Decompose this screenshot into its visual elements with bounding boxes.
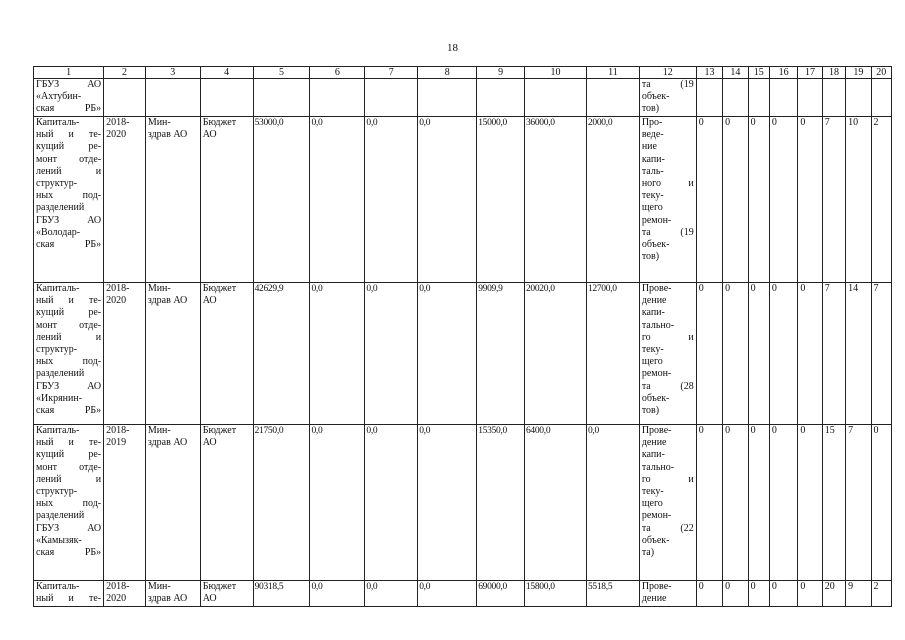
- column-header-6: 6: [310, 67, 365, 79]
- cell-text-line: Мин-: [147, 425, 171, 436]
- table-cell-col-10: [524, 117, 586, 283]
- table-cell-col-10: [524, 425, 586, 581]
- table-cell-col-18: [822, 581, 845, 607]
- cell-text-line: ных под-: [36, 190, 102, 202]
- table-cell-col-16: [769, 79, 797, 117]
- table-cell-col-9: [477, 581, 525, 607]
- table-cell-col-12: [639, 117, 696, 283]
- table-cell-col-18: [822, 117, 845, 283]
- table-cell-col-5: [253, 283, 310, 425]
- cell-text-line: объек-: [641, 239, 670, 251]
- table-cell-col-20: [871, 117, 891, 283]
- cell-value: 0: [750, 117, 756, 128]
- table-cell-col-10: [524, 581, 586, 607]
- cell-value: 0: [750, 283, 756, 294]
- cell-text-line: теку-: [641, 190, 664, 202]
- table-cell-col-17: [798, 425, 822, 581]
- cell-value: 15350,0: [478, 426, 507, 436]
- table-cell-col-4: [200, 425, 253, 581]
- column-header-9: 9: [477, 67, 525, 79]
- cell-value: 0: [725, 283, 731, 294]
- cell-text-line: ный и те-: [36, 295, 102, 307]
- table-cell-col-2: [104, 283, 146, 425]
- column-header-11: 11: [586, 67, 639, 79]
- table-cell-col-16: [769, 425, 797, 581]
- cell-text-line: ская РБ»: [36, 547, 102, 559]
- cell-text-line: ный и те-: [36, 437, 102, 449]
- column-header-2: 2: [104, 67, 146, 79]
- cell-text-line: лений и: [36, 473, 102, 485]
- cell-text-line: 2020: [106, 593, 127, 605]
- cell-value: 2000,0: [587, 118, 613, 128]
- cell-text-line: ская РБ»: [36, 239, 102, 251]
- cell-value: 0,0: [311, 426, 323, 436]
- table-cell-col-19: [846, 117, 871, 283]
- table-cell-col-11: [586, 79, 639, 117]
- cell-text-line: здрав АО: [147, 129, 188, 141]
- table-cell-col-4: [200, 581, 253, 607]
- cell-text-line: здрав АО: [147, 593, 188, 605]
- table-cell-col-1: [34, 581, 104, 607]
- column-header-3: 3: [145, 67, 200, 79]
- table-cell-col-13: [696, 581, 722, 607]
- table-cell-col-14: [723, 79, 748, 117]
- cell-value: 0: [873, 425, 879, 436]
- table-cell-col-7: [365, 79, 418, 117]
- cell-text-line: структур-: [36, 486, 78, 498]
- table-cell-col-8: [418, 79, 477, 117]
- table-cell-col-17: [798, 79, 822, 117]
- cell-text-line: 2020: [106, 295, 127, 307]
- cell-text-line: теку-: [641, 344, 664, 356]
- cell-text-line: структур-: [36, 178, 78, 190]
- table-row: [34, 425, 892, 581]
- cell-value: 7: [824, 283, 830, 294]
- cell-text-line: монт отде-: [36, 319, 102, 331]
- cell-value: 9: [848, 581, 854, 592]
- table-row: [34, 79, 892, 117]
- cell-value: 20020,0: [525, 284, 555, 294]
- cell-value: 12700,0: [587, 284, 617, 294]
- cell-text-line: здрав АО: [147, 295, 188, 307]
- table-cell-col-1: [34, 79, 104, 117]
- table-cell-col-8: [418, 425, 477, 581]
- column-header-16: 16: [769, 67, 797, 79]
- cell-text-line: Бюджет: [202, 581, 237, 592]
- table-cell-col-1: [34, 117, 104, 283]
- column-header-15: 15: [748, 67, 769, 79]
- cell-value: 53000,0: [254, 118, 284, 128]
- cell-value: 7: [873, 283, 879, 294]
- cell-text-line: объек-: [641, 534, 670, 546]
- table-cell-col-6: [310, 581, 365, 607]
- cell-value: 20: [824, 581, 835, 592]
- cell-text-line: Капиталь-: [36, 425, 80, 436]
- cell-text-line: Капиталь-: [36, 117, 80, 128]
- cell-value: 15000,0: [478, 118, 507, 128]
- table-cell-col-5: [253, 117, 310, 283]
- cell-text-line: 2018-: [106, 283, 130, 294]
- cell-text-line: ного и: [641, 178, 694, 190]
- cell-value: 0,0: [311, 284, 323, 294]
- cell-text-line: тов): [641, 251, 660, 263]
- cell-text-line: щего: [641, 356, 663, 368]
- program-table: [33, 66, 892, 607]
- table-cell-col-20: [871, 425, 891, 581]
- cell-text-line: Бюджет: [202, 283, 237, 294]
- table-cell-col-18: [822, 79, 845, 117]
- table-cell-col-20: [871, 79, 891, 117]
- table-cell-col-3: [145, 283, 200, 425]
- table-cell-col-1: [34, 283, 104, 425]
- cell-value: 0: [800, 581, 806, 592]
- table-cell-col-9: [477, 117, 525, 283]
- cell-text-line: АО: [202, 437, 217, 449]
- cell-value: 0: [750, 425, 756, 436]
- column-header-17: 17: [798, 67, 822, 79]
- table-cell-col-5: [253, 79, 310, 117]
- cell-text-line: «Володар-: [36, 226, 81, 238]
- table-cell-col-3: [145, 581, 200, 607]
- cell-text-line: АО: [202, 593, 217, 605]
- cell-value: 0,0: [366, 426, 378, 436]
- cell-text-line: ремон-: [641, 214, 672, 226]
- cell-text-line: щего: [641, 202, 663, 214]
- table-cell-col-18: [822, 425, 845, 581]
- table-cell-col-17: [798, 581, 822, 607]
- cell-text-line: тов): [641, 103, 660, 115]
- cell-text-line: кущий ре-: [36, 449, 102, 461]
- cell-text-line: дение: [641, 593, 667, 605]
- cell-text-line: 2020: [106, 129, 127, 141]
- cell-value: 0: [800, 425, 806, 436]
- table-cell-col-19: [846, 581, 871, 607]
- cell-text-line: та (19: [641, 79, 694, 90]
- table-cell-col-16: [769, 117, 797, 283]
- column-header-12: 12: [639, 67, 696, 79]
- cell-text-line: ремон-: [641, 510, 672, 522]
- column-header-19: 19: [846, 67, 871, 79]
- cell-value: 0: [698, 581, 704, 592]
- cell-value: 0,0: [366, 284, 378, 294]
- cell-text-line: дение: [641, 437, 667, 449]
- table-cell-col-13: [696, 283, 722, 425]
- cell-text-line: та (22: [641, 522, 694, 534]
- table-cell-col-14: [723, 283, 748, 425]
- cell-text-line: теку-: [641, 486, 664, 498]
- table-cell-col-6: [310, 79, 365, 117]
- cell-text-line: здрав АО: [147, 437, 188, 449]
- column-header-18: 18: [822, 67, 845, 79]
- table-cell-col-2: [104, 79, 146, 117]
- cell-value: 90318,5: [254, 582, 284, 592]
- column-header-20: 20: [871, 67, 891, 79]
- table-cell-col-12: [639, 581, 696, 607]
- table-cell-col-19: [846, 425, 871, 581]
- table-cell-col-4: [200, 117, 253, 283]
- table-cell-col-2: [104, 117, 146, 283]
- cell-value: 0,0: [419, 284, 431, 294]
- cell-text-line: разделений: [36, 202, 85, 214]
- table-cell-col-14: [723, 581, 748, 607]
- table-cell-col-15: [748, 79, 769, 117]
- cell-value: 21750,0: [254, 426, 284, 436]
- table-row: [34, 581, 892, 607]
- cell-value: 6400,0: [525, 426, 551, 436]
- cell-value: 5518,5: [587, 582, 613, 592]
- table-cell-col-3: [145, 117, 200, 283]
- cell-text-line: 2018-: [106, 425, 130, 436]
- cell-text-line: «Ахтубин-: [36, 91, 82, 103]
- table-row: [34, 117, 892, 283]
- cell-text-line: лений и: [36, 165, 102, 177]
- cell-value: 14: [848, 283, 859, 294]
- cell-text-line: монт отде-: [36, 461, 102, 473]
- table-cell-col-4: [200, 283, 253, 425]
- table-cell-col-15: [748, 117, 769, 283]
- cell-value: 2: [873, 117, 879, 128]
- cell-text-line: Мин-: [147, 581, 171, 592]
- table-cell-col-8: [418, 283, 477, 425]
- table-row: [34, 283, 892, 425]
- cell-text-line: объек-: [641, 91, 670, 103]
- cell-value: 0,0: [419, 582, 431, 592]
- table-cell-col-20: [871, 283, 891, 425]
- table-cell-col-13: [696, 117, 722, 283]
- table-cell-col-9: [477, 79, 525, 117]
- cell-text-line: АО: [202, 129, 217, 141]
- cell-value: 0,0: [311, 118, 323, 128]
- table-cell-col-12: [639, 283, 696, 425]
- table-cell-col-15: [748, 581, 769, 607]
- table-cell-col-12: [639, 425, 696, 581]
- cell-value: 0,0: [419, 118, 431, 128]
- cell-text-line: ГБУЗ АО: [36, 380, 102, 392]
- cell-value: 0,0: [419, 426, 431, 436]
- header-row: [34, 67, 892, 79]
- cell-text-line: та (19: [641, 226, 694, 238]
- cell-text-line: капи-: [641, 153, 665, 165]
- column-header-13: 13: [696, 67, 722, 79]
- column-header-7: 7: [365, 67, 418, 79]
- table-cell-col-16: [769, 283, 797, 425]
- cell-value: 0: [771, 283, 777, 294]
- cell-text-line: структур-: [36, 344, 78, 356]
- cell-value: 9909,9: [478, 284, 503, 294]
- cell-text-line: «Икрянин-: [36, 392, 83, 404]
- table-cell-col-17: [798, 283, 822, 425]
- table-cell-col-4: [200, 79, 253, 117]
- cell-text-line: веде-: [641, 129, 664, 141]
- table-cell-col-10: [524, 79, 586, 117]
- cell-text-line: ская РБ»: [36, 405, 102, 417]
- cell-text-line: капи-: [641, 307, 665, 319]
- cell-text-line: Прове-: [641, 425, 672, 436]
- cell-text-line: го и: [641, 331, 694, 343]
- cell-value: 15: [824, 425, 835, 436]
- table-cell-col-8: [418, 117, 477, 283]
- cell-text-line: ный и те-: [36, 129, 102, 141]
- cell-text-line: тов): [641, 405, 660, 417]
- table-cell-col-5: [253, 425, 310, 581]
- cell-value: 69000,0: [478, 582, 507, 592]
- table-cell-col-14: [723, 425, 748, 581]
- cell-text-line: Капиталь-: [36, 283, 80, 294]
- cell-text-line: тально-: [641, 319, 675, 331]
- cell-value: 42629,9: [254, 284, 284, 294]
- table-cell-col-12: [639, 79, 696, 117]
- cell-text-line: ГБУЗ АО: [36, 522, 102, 534]
- table-cell-col-3: [145, 425, 200, 581]
- cell-value: 0: [771, 425, 777, 436]
- table-cell-col-7: [365, 117, 418, 283]
- cell-text-line: го и: [641, 473, 694, 485]
- cell-text-line: ных под-: [36, 356, 102, 368]
- cell-text-line: таль-: [641, 165, 664, 177]
- cell-text-line: АО: [202, 295, 217, 307]
- cell-text-line: 2018-: [106, 117, 130, 128]
- cell-text-line: монт отде-: [36, 153, 102, 165]
- cell-text-line: ГБУЗ АО: [36, 79, 102, 90]
- cell-value: 0,0: [366, 582, 378, 592]
- cell-value: 0: [800, 117, 806, 128]
- table-cell-col-15: [748, 425, 769, 581]
- cell-value: 7: [848, 425, 854, 436]
- table-cell-col-13: [696, 425, 722, 581]
- cell-text-line: кущий ре-: [36, 141, 102, 153]
- table-cell-col-6: [310, 283, 365, 425]
- column-header-10: 10: [524, 67, 586, 79]
- column-header-5: 5: [253, 67, 310, 79]
- cell-value: 0: [725, 425, 731, 436]
- cell-text-line: ный и те-: [36, 593, 102, 605]
- column-header-1: 1: [34, 67, 104, 79]
- column-header-14: 14: [723, 67, 748, 79]
- cell-value: 0,0: [587, 426, 599, 436]
- table-cell-col-11: [586, 117, 639, 283]
- table-cell-col-7: [365, 425, 418, 581]
- cell-text-line: та): [641, 547, 655, 559]
- cell-text-line: та (28: [641, 380, 694, 392]
- table-cell-col-10: [524, 283, 586, 425]
- table-cell-col-11: [586, 283, 639, 425]
- cell-text-line: «Камызяк-: [36, 534, 82, 546]
- cell-text-line: кущий ре-: [36, 307, 102, 319]
- cell-text-line: Мин-: [147, 283, 171, 294]
- table-cell-col-9: [477, 283, 525, 425]
- cell-text-line: Прове-: [641, 581, 672, 592]
- table-cell-col-5: [253, 581, 310, 607]
- table-cell-col-15: [748, 283, 769, 425]
- cell-text-line: Капиталь-: [36, 581, 80, 592]
- cell-value: 0: [725, 117, 731, 128]
- cell-text-line: капи-: [641, 449, 665, 461]
- cell-value: 0: [800, 283, 806, 294]
- cell-value: 0,0: [366, 118, 378, 128]
- table-cell-col-6: [310, 425, 365, 581]
- cell-value: 0: [698, 425, 704, 436]
- page-number: 18: [447, 42, 458, 54]
- cell-text-line: Бюджет: [202, 117, 237, 128]
- cell-value: 36000,0: [525, 118, 555, 128]
- table-cell-col-13: [696, 79, 722, 117]
- table-cell-col-1: [34, 425, 104, 581]
- cell-text-line: Мин-: [147, 117, 171, 128]
- cell-value: 0: [750, 581, 756, 592]
- cell-value: 10: [848, 117, 859, 128]
- cell-text-line: ных под-: [36, 498, 102, 510]
- cell-value: 15800,0: [525, 582, 555, 592]
- table-cell-col-3: [145, 79, 200, 117]
- cell-text-line: Прове-: [641, 283, 672, 294]
- table-cell-col-9: [477, 425, 525, 581]
- table-cell-col-20: [871, 581, 891, 607]
- table-cell-col-2: [104, 581, 146, 607]
- table-cell-col-8: [418, 581, 477, 607]
- cell-text-line: объек-: [641, 392, 670, 404]
- cell-text-line: разделений: [36, 510, 85, 522]
- cell-text-line: ремон-: [641, 368, 672, 380]
- table-cell-col-11: [586, 581, 639, 607]
- cell-value: 0: [698, 283, 704, 294]
- cell-text-line: разделений: [36, 368, 85, 380]
- cell-text-line: дение: [641, 295, 667, 307]
- table-cell-col-14: [723, 117, 748, 283]
- cell-text-line: Про-: [641, 117, 663, 128]
- table-cell-col-18: [822, 283, 845, 425]
- cell-text-line: щего: [641, 498, 663, 510]
- cell-value: 0: [771, 117, 777, 128]
- table-cell-col-17: [798, 117, 822, 283]
- cell-text-line: ская РБ»: [36, 103, 102, 115]
- table-body: [34, 79, 892, 607]
- cell-text-line: лений и: [36, 331, 102, 343]
- cell-value: 7: [824, 117, 830, 128]
- cell-value: 0,0: [311, 582, 323, 592]
- column-header-8: 8: [418, 67, 477, 79]
- table-cell-col-11: [586, 425, 639, 581]
- table-cell-col-2: [104, 425, 146, 581]
- table-cell-col-19: [846, 79, 871, 117]
- cell-value: 0: [771, 581, 777, 592]
- cell-text-line: ние: [641, 141, 657, 153]
- cell-text-line: 2019: [106, 437, 127, 449]
- cell-text-line: 2018-: [106, 581, 130, 592]
- table-cell-col-7: [365, 283, 418, 425]
- cell-value: 0: [698, 117, 704, 128]
- cell-text-line: тально-: [641, 461, 675, 473]
- table-cell-col-19: [846, 283, 871, 425]
- table-cell-col-7: [365, 581, 418, 607]
- cell-value: 0: [725, 581, 731, 592]
- cell-text-line: ГБУЗ АО: [36, 214, 102, 226]
- cell-value: 2: [873, 581, 879, 592]
- column-header-4: 4: [200, 67, 253, 79]
- cell-text-line: Бюджет: [202, 425, 237, 436]
- table-cell-col-16: [769, 581, 797, 607]
- table-cell-col-6: [310, 117, 365, 283]
